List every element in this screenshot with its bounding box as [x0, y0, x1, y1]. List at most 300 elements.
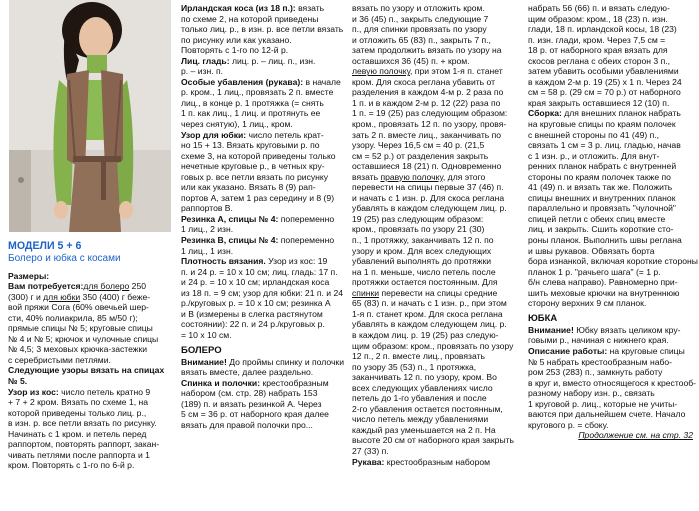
text-run: с внешней стороны по 41 (49) п.,	[528, 129, 660, 140]
text-line	[352, 330, 521, 341]
text-run: набрать 56 (66) п. и вязать следую-	[528, 3, 670, 13]
text-run: ром 253 (283) п., замкнуть работу	[528, 367, 663, 378]
text-run: всех следующих убавлениях число	[352, 382, 493, 393]
text-line	[181, 3, 344, 14]
text-line	[352, 35, 521, 46]
text-line	[181, 87, 344, 98]
text-line	[181, 235, 344, 246]
text-line	[528, 235, 693, 246]
text-line	[528, 214, 693, 225]
text-run: состоянии): 22 п. и 24 р./круговых р.	[181, 319, 325, 330]
text-run: 19 (25) раз следующим образом:	[352, 213, 484, 224]
text-run: ренних планок набрать с внутренней	[528, 161, 677, 172]
text-line	[8, 281, 172, 292]
text-run: и швы рукавов. Обвязать борта	[528, 245, 655, 256]
text-line	[528, 335, 693, 346]
text-run: но 15 + 13. Вязать круговыми р. по	[181, 140, 320, 151]
text-run: узору и кром. Для всех следующих	[352, 245, 492, 256]
underlined-term: для юбки	[43, 291, 81, 302]
column-4	[528, 3, 698, 441]
text-line	[528, 151, 693, 162]
text-line	[528, 45, 693, 56]
text-line	[352, 24, 521, 35]
text-run: набором (см. стр. 28) набрать 153	[181, 388, 318, 399]
text-run: только лиц. р., в изн. р. все петли вязать	[181, 24, 344, 35]
text-run: на круговые спицы по краям полочек	[528, 119, 676, 130]
text-line	[8, 387, 172, 398]
text-run: разному набору изн. р., связать	[528, 388, 655, 399]
text-line	[528, 246, 693, 257]
text-line	[181, 367, 344, 378]
text-run: № 5 набрать крестообразным набо-	[528, 356, 673, 367]
text-run: 1 лиц., 2 изн.	[181, 224, 234, 235]
text-run: число петель кратно 9	[58, 386, 151, 397]
text-line	[528, 130, 693, 141]
text-run: крестообразным набором	[384, 456, 491, 467]
text-run: затем продолжить вязать по узору на	[352, 45, 502, 56]
text-run: щим образом: кром., 18 (23) п. изн.	[528, 13, 668, 24]
text-line	[528, 409, 693, 420]
text-line	[181, 56, 344, 67]
text-line	[181, 214, 344, 225]
text-run: стороны по краям полочек также по	[528, 171, 671, 182]
text-line	[352, 45, 521, 56]
text-line	[8, 397, 172, 408]
text-run: вязать вместе, далее раздельно.	[181, 367, 314, 378]
text-run: крестообразным	[260, 377, 329, 388]
text-run: в изн. р. все петли вязать по рисунку.	[8, 418, 157, 429]
bold-label: Узор для юбки:	[181, 129, 247, 140]
section-heading-bolero: БОЛЕРО	[181, 344, 222, 356]
text-run: ваются при дальнейшем счете. Начало	[528, 409, 686, 420]
bold-label: Плотность вязания.	[181, 256, 266, 267]
text-run: Начинать с 1 кром. и петель перед	[8, 428, 147, 439]
text-run: из 18 п. = 9 см; узор для юбки: 21 п. и 24	[181, 287, 344, 298]
text-line	[8, 344, 172, 355]
text-run: оставшихся 36 (45) п. + кром.	[352, 55, 470, 66]
text-line	[528, 66, 693, 77]
text-line	[8, 439, 172, 450]
text-run: число петель крат-	[246, 129, 324, 140]
text-line	[352, 435, 521, 446]
text-line	[181, 246, 344, 257]
text-run: бора изнанкой, включая короткие стороны	[528, 256, 698, 267]
underlined-term: спинки	[352, 287, 380, 298]
text-run: число петель между убавлениями	[352, 414, 489, 425]
text-run: № 4,5; 3 меховых крючка-застежки	[8, 344, 148, 355]
text-line	[528, 267, 693, 278]
text-line	[352, 77, 521, 88]
text-run: затем убавить особыми убавлениями	[528, 66, 679, 77]
model-photo	[9, 0, 171, 232]
text-run: скосов реглана с обеих сторон 3 п.,	[528, 55, 671, 66]
text-line	[352, 151, 521, 162]
text-run: по схеме 2, на которой приведены	[181, 13, 319, 24]
text-run: заканчивать 12 п. по узору, кром. Во	[352, 372, 497, 383]
text-line	[528, 367, 693, 378]
bold-label: Ирландская коса (из 18 п.):	[181, 3, 296, 13]
text-line	[8, 292, 172, 303]
text-line	[528, 298, 693, 309]
text-run: 65 (83) п. и начать с 1 изн. р., при этом	[352, 298, 507, 309]
bold-label: Резинка А, спицы № 4:	[181, 213, 279, 224]
text-line	[181, 319, 344, 330]
text-line	[352, 161, 521, 172]
text-line	[528, 108, 693, 119]
text-line	[181, 172, 344, 183]
text-line	[181, 77, 344, 88]
text-run: протяжки остается постоянным. Для	[352, 277, 498, 288]
text-line	[181, 267, 344, 278]
text-line	[352, 298, 521, 309]
text-line	[352, 246, 521, 257]
text-run: кром. Повторять с 1-го по 6-й р.	[8, 460, 135, 471]
text-run: и отложить 65 (83) п., закрыть 7 п.,	[352, 34, 491, 45]
text-run: или как указано. Вязать 8 (9) рап-	[181, 182, 316, 193]
bold-label: Следующие узоры вязать на спицах	[8, 365, 165, 376]
text-line	[528, 277, 693, 288]
text-line	[8, 334, 172, 345]
text-line	[352, 119, 521, 130]
text-line	[352, 3, 521, 14]
text-line	[352, 267, 521, 278]
text-run: по рисунку или как указано.	[181, 34, 292, 45]
text-run: и В (измерены в слегка растянутом	[181, 308, 323, 319]
text-line	[8, 450, 172, 461]
text-line	[181, 420, 344, 431]
bold-label: Спинка и полочки:	[181, 377, 261, 388]
text-run: каждый раз уменьшается на 2 п. На	[352, 424, 496, 435]
text-line	[181, 357, 344, 368]
text-run: в круг и, вместо относящегося к крестооб-	[528, 377, 697, 388]
text-run: и 24 р. = 10 x 10 см; ирландская коса	[181, 277, 330, 288]
underlined-term: правую полочку	[380, 171, 443, 182]
text-line	[528, 357, 693, 368]
text-line	[528, 388, 693, 399]
text-run: 250	[129, 281, 147, 292]
text-line	[352, 224, 521, 235]
text-run: говых р. все петли вязать по рисунку	[181, 171, 329, 182]
text-line	[181, 140, 344, 151]
text-run: р. – изн. п.	[181, 66, 224, 77]
text-run: с серебристыми петлями.	[8, 354, 111, 365]
text-line	[352, 182, 521, 193]
text-line	[352, 362, 521, 373]
text-line	[352, 87, 521, 98]
text-run: вой пряжи Сога (60% овечьей шер-	[8, 302, 149, 313]
text-run: 5 см = 36 р. от наборного края далее	[181, 409, 329, 420]
text-line	[181, 182, 344, 193]
text-line	[181, 193, 344, 204]
text-line	[352, 66, 521, 77]
text-run: попеременно	[278, 213, 335, 224]
text-line	[528, 35, 693, 46]
text-run: б/н слева направо). Равномерно при-	[528, 277, 678, 288]
text-line	[181, 309, 344, 320]
text-run: 1 п. как лиц., 1 лиц. и протянуть ее	[181, 108, 321, 119]
text-line	[181, 161, 344, 172]
text-run: с 1 изн. р., и отложить. Для внут-	[528, 150, 660, 161]
text-line	[528, 325, 693, 336]
underlined-term: левую полочку	[352, 66, 411, 77]
text-run: см = 58 р. (29 см = 70 р.) от наборного	[528, 87, 681, 98]
text-run: связать 1 см = 3 р. лиц. гладью, начав	[528, 140, 681, 151]
text-run: спицы внешних и внутренних планок	[528, 192, 676, 203]
text-run: для внешних планок набрать	[561, 108, 681, 119]
text-line	[181, 203, 344, 214]
text-run: которой приведены только лиц. р.,	[8, 407, 147, 418]
text-run: по узору 35 (53) п., 1 протяжка,	[352, 361, 477, 372]
text-line	[528, 399, 693, 410]
text-line	[181, 399, 344, 410]
text-run: Узор из кос: 19	[265, 256, 328, 267]
text-line	[528, 346, 693, 357]
text-run: р./круговых р. = 10 x 10 см; резинка А	[181, 298, 331, 309]
text-line	[352, 98, 521, 109]
text-run: + 7 + 2 кром. Вязать по схеме 1, на	[8, 397, 149, 408]
text-line	[181, 130, 344, 141]
text-run: портов А, затем 1 раз середину и 8 (9)	[181, 192, 335, 203]
text-run: убавлять в каждом следующем лиц. р.	[352, 319, 507, 330]
text-run: 12 п., 2 п. вместе лиц., провязать	[352, 351, 485, 362]
text-line	[528, 182, 693, 193]
text-line	[8, 313, 172, 324]
text-run: До проймы спинку и полочки	[226, 356, 344, 367]
text-line	[8, 271, 172, 282]
text-run: кругового р. = сбоку.	[528, 419, 609, 430]
text-run: и 36 (45) п., закрыть следующие 7	[352, 13, 489, 24]
text-line	[528, 224, 693, 235]
text-line	[352, 319, 521, 330]
text-line	[528, 172, 693, 183]
text-run: раппортов В.	[181, 203, 233, 214]
text-line	[528, 119, 693, 130]
text-line	[352, 256, 521, 267]
text-run: попеременно	[278, 235, 335, 246]
text-run: 1 п. = 19 (25) раз следующим образом:	[352, 108, 508, 119]
text-run: в каждом 2-м р. 19 (25) x 1 п. Через 24	[528, 76, 682, 87]
text-line	[528, 203, 693, 214]
model-subheading: Болеро и юбка с косами	[8, 252, 121, 264]
text-run: вязать по узору и отложить кром.	[352, 3, 485, 13]
text-line	[181, 330, 344, 341]
text-run: прямые спицы № 5; круговые спицы	[8, 323, 153, 334]
text-line	[528, 87, 693, 98]
text-run: , при этом 1-я п. станет	[410, 66, 503, 77]
text-line	[181, 45, 344, 56]
bold-label: Вам потребуется:	[8, 281, 84, 292]
text-line	[528, 3, 693, 14]
text-line	[352, 404, 521, 415]
text-line	[8, 460, 172, 471]
underlined-term: для болеро	[83, 281, 130, 292]
text-run: (300) г и	[8, 291, 44, 302]
bold-label: Рукава:	[352, 456, 385, 467]
text-run: сти, 40% полиакрила, 85 м/50 г);	[8, 312, 138, 323]
text-run: разделения в каждом 4-м р. 2 раза по	[352, 87, 504, 98]
text-line	[8, 323, 172, 334]
text-run: сторону верхних 9 см планок.	[528, 298, 647, 309]
text-line	[181, 409, 344, 420]
text-run: 2-го убавления остается постоянным,	[352, 403, 503, 414]
text-line	[352, 341, 521, 352]
text-line	[528, 377, 697, 389]
text-line	[181, 298, 344, 309]
text-line	[181, 277, 344, 288]
text-line	[181, 108, 344, 119]
bold-label: № 5.	[8, 375, 28, 386]
text-run: глади, 18 п. ирландской косы, 18 (23)	[528, 24, 677, 35]
text-line	[352, 56, 521, 67]
text-run: кром., провязать по узору 21 (30)	[352, 224, 485, 235]
text-run: п., для спинки провязать по узору	[352, 24, 487, 35]
text-line	[352, 425, 521, 436]
text-run: перевести на спицы первые 37 (46) п.	[352, 182, 504, 193]
text-line	[528, 24, 693, 35]
text-run: п. изн. глади, кром. Через 7,5 см =	[528, 34, 666, 45]
text-run: щим образом: кром., провязать по узору	[352, 340, 514, 351]
text-line	[352, 140, 521, 151]
text-line	[528, 56, 693, 67]
text-run: убавлять в каждом следующем лиц. р.	[352, 203, 507, 214]
text-run: р. кром., 1 лиц., провязать 2 п. вместе	[181, 87, 334, 98]
text-run: вязать	[295, 3, 325, 13]
text-line	[352, 393, 521, 404]
text-line	[352, 288, 521, 299]
text-line	[528, 256, 698, 267]
text-run: № 4 и № 5; крючок и чулочные спицы	[8, 333, 159, 344]
text-run: 1 круговой р. лиц., которые не учиты-	[528, 398, 678, 409]
text-line	[352, 383, 521, 394]
text-run: = 10 x 10 см.	[181, 329, 232, 340]
text-run: узору. Через 16,5 см = 40 р. (21,5	[352, 140, 485, 151]
text-line	[528, 77, 693, 88]
text-run: зать 2 п. вместе лиц., заканчивать по	[352, 129, 502, 140]
text-line	[8, 365, 172, 376]
text-line	[528, 161, 693, 172]
text-line	[352, 309, 521, 320]
model-figure	[9, 0, 171, 232]
text-run: 1-я п. станет кром. Для скоса реглана	[352, 308, 503, 319]
bold-label: Описание работы:	[528, 345, 608, 356]
text-line	[352, 193, 521, 204]
bold-label: Внимание!	[181, 356, 227, 367]
text-run: лиц., в конце р. 1 протяжка (= снять	[181, 97, 324, 108]
text-line	[181, 378, 344, 389]
text-run: лиц. и закрыть. Сшить короткие сто-	[528, 224, 674, 235]
text-line	[352, 214, 521, 225]
text-run: петель до 1-го убавления и после	[352, 393, 487, 404]
text-line	[181, 151, 344, 162]
column-1	[8, 240, 172, 471]
text-run: 27 (33) п.	[352, 445, 389, 456]
bold-label: Внимание!	[528, 324, 574, 335]
text-line	[181, 288, 344, 299]
text-run: п. и 24 р. = 10 x 10 см; лиц. гладь: 17 п.	[181, 266, 338, 277]
text-run: вязать	[352, 171, 381, 182]
text-run: , для этого	[442, 171, 486, 182]
text-line	[528, 420, 693, 431]
text-line	[8, 408, 172, 419]
text-line	[352, 351, 521, 362]
text-line	[528, 14, 693, 25]
text-line	[8, 355, 172, 366]
text-line	[528, 98, 693, 109]
text-run: говыми р., начиная с нижнего края.	[528, 335, 669, 346]
text-run: нечетные круговые р., в четных кру-	[181, 161, 325, 172]
text-line	[352, 172, 521, 183]
text-run: 41 (49) п. и вязать так же. Положить	[528, 182, 673, 193]
model-heading: МОДЕЛИ 5 + 6	[8, 240, 82, 252]
text-line	[352, 457, 521, 468]
text-run: роны планок. Выполнить швы реглана	[528, 235, 682, 246]
text-line	[181, 35, 344, 46]
text-run: убавлений выполнять до протяжки	[352, 256, 492, 267]
text-run: через снятую), 1 лиц., кром.	[181, 119, 293, 130]
text-line	[181, 24, 344, 35]
continuation-note: Продолжение см. на стр. 32	[578, 430, 693, 441]
text-run: (189) п. и вязать резинкой А. Через	[181, 398, 322, 409]
text-run: кром., провязать 12 п. по узору, провя-	[352, 119, 507, 130]
bold-label: Резинка В, спицы № 4:	[181, 235, 279, 246]
column-3	[352, 3, 521, 467]
text-run: раппортом, повторять раппорт, закан-	[8, 439, 160, 450]
text-run: шить меховые крючки на внутреннюю	[528, 287, 680, 298]
text-run: п., 1 протяжку, заканчивать 12 п. по	[352, 235, 494, 246]
text-line	[8, 429, 172, 440]
text-line	[528, 140, 693, 151]
text-line	[8, 376, 172, 387]
text-run: 1 лиц., 1 изн.	[181, 245, 234, 256]
column-2	[181, 3, 344, 430]
text-line	[352, 372, 521, 383]
text-line	[8, 302, 172, 313]
bold-label: Сборка:	[528, 108, 562, 119]
text-line	[181, 119, 344, 130]
text-line	[352, 235, 521, 246]
text-run: чивать петлями после раппорта и 1	[8, 449, 150, 460]
text-line	[352, 277, 521, 288]
text-line	[181, 224, 344, 235]
text-line	[181, 14, 344, 25]
text-run: на круговые спицы	[607, 345, 685, 356]
text-line	[528, 193, 693, 204]
text-run: кром. Для скоса реглана убавить от	[352, 76, 496, 87]
text-line	[181, 66, 344, 77]
text-line	[181, 256, 344, 267]
text-run: высоте 20 см от наборного края закрыть	[352, 435, 515, 446]
text-run: Юбку вязать целиком кру-	[573, 324, 681, 335]
text-line	[181, 98, 344, 109]
text-line	[352, 446, 521, 457]
text-run: на 1 п. меньше, число петель после	[352, 266, 496, 277]
bold-label: Узор из кос:	[8, 386, 59, 397]
text-run: края закрыть оставшиеся 12 (10) п.	[528, 97, 670, 108]
text-run: Повторять с 1-го по 12-й р.	[181, 45, 289, 56]
text-line	[528, 288, 693, 299]
text-run: 18 р. от наборного края вязать для	[528, 45, 668, 56]
text-run: в начале	[303, 76, 341, 87]
bold-label: Особые убавления (рукава):	[181, 76, 304, 87]
text-run: вязать для правой полочки про...	[181, 419, 313, 430]
text-run: см = 52 р.) от разделения закрыть	[352, 150, 489, 161]
text-line	[352, 203, 521, 214]
bold-label: Лиц. гладь:	[181, 55, 230, 66]
text-run: перевести на спицы средние	[379, 287, 498, 298]
section-heading-skirt: ЮБКА	[528, 312, 558, 324]
text-run: 350 (400) г беже-	[80, 291, 151, 302]
text-line	[181, 388, 344, 399]
